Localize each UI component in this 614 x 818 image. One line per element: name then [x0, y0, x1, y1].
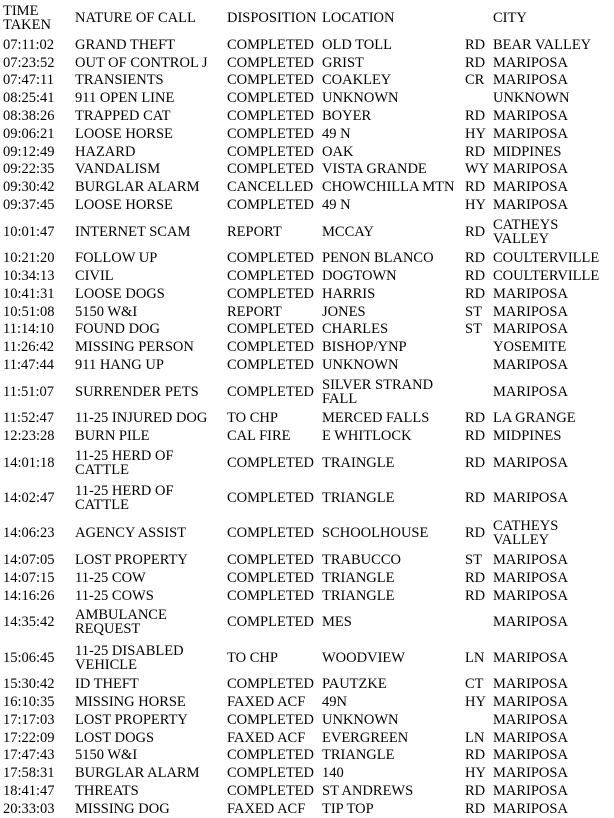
row-disposition: COMPLETED [227, 587, 314, 604]
row-time: 17:47:43 [3, 747, 55, 764]
row-nature-of-call: BURGLAR ALARM [75, 179, 200, 196]
row-disposition: COMPLETED [227, 54, 314, 71]
row-street-suffix [465, 374, 493, 409]
row-nature-of-call: TRANSIENTS [75, 72, 164, 89]
row-disposition: COMPLETED [227, 552, 314, 569]
table-row [0, 569, 614, 587]
row-city: MARIPOSA [493, 161, 568, 178]
row-location: CHARLES [322, 321, 389, 338]
row-location: JONES [322, 303, 366, 320]
row-street-suffix: RD [465, 490, 486, 507]
row-location: PENON BLANCO [322, 250, 434, 267]
row-nature-of-call: AGENCY ASSIST [75, 525, 187, 542]
row-city: CATHEYS VALLEY [493, 216, 559, 247]
row-disposition: TO CHP [227, 410, 278, 427]
row-city: MIDPINES [493, 143, 562, 160]
row-disposition: COMPLETED [227, 676, 314, 693]
row-city: CATHEYS VALLEY [493, 518, 559, 549]
row-time: 18:41:47 [3, 783, 55, 800]
row-time: 11:14:10 [3, 321, 55, 338]
table-row [0, 36, 614, 54]
table-row [0, 303, 614, 321]
row-time: 09:30:42 [3, 179, 55, 196]
row-disposition: COMPLETED [227, 614, 314, 631]
row-nature-of-call: MISSING HORSE [75, 694, 186, 711]
row-time: 14:06:23 [3, 525, 55, 542]
row-nature-of-call: BURGLAR ALARM [75, 765, 200, 782]
row-disposition: COMPLETED [227, 125, 314, 142]
row-street-suffix: HY [465, 765, 486, 782]
table-row [0, 516, 614, 551]
row-street-suffix: RD [465, 428, 486, 445]
row-nature-of-call: LOST PROPERTY [75, 711, 188, 728]
row-city: MARIPOSA [493, 649, 568, 666]
row-disposition: COMPLETED [227, 490, 314, 507]
row-disposition: COMPLETED [227, 285, 314, 302]
row-location: WOODVIEW [322, 649, 405, 666]
row-city: MARIPOSA [493, 676, 568, 693]
row-street-suffix: RD [465, 569, 486, 586]
row-location: TIP TOP [322, 800, 374, 817]
row-disposition: COMPLETED [227, 454, 314, 471]
row-disposition: COMPLETED [227, 339, 314, 356]
row-street-suffix [465, 605, 493, 640]
row-nature-of-call: 11-25 DISABLED VEHICLE [75, 642, 184, 673]
row-city: MARIPOSA [493, 552, 568, 569]
row-time: 14:16:26 [3, 587, 55, 604]
row-nature-of-call: VANDALISM [75, 161, 161, 178]
row-location: TRIANGLE [322, 569, 395, 586]
row-city: YOSEMITE [493, 339, 567, 356]
row-location: TRAINGLE [322, 454, 395, 471]
row-location: E WHITLOCK [322, 428, 412, 445]
row-street-suffix: ST [465, 552, 482, 569]
table-row [0, 249, 614, 267]
row-city: MARIPOSA [493, 711, 568, 728]
row-time: 17:17:03 [3, 711, 55, 728]
row-location: SCHOOLHOUSE [322, 525, 429, 542]
row-time: 11:51:07 [3, 383, 55, 400]
row-time: 17:58:31 [3, 765, 55, 782]
row-location: UNKNOWN [322, 711, 399, 728]
row-time: 17:22:09 [3, 729, 55, 746]
row-nature-of-call: MISSING DOG [75, 800, 170, 817]
row-nature-of-call: LOST DOGS [75, 729, 155, 746]
row-time: 09:12:49 [3, 143, 55, 160]
row-street-suffix: RD [465, 454, 486, 471]
row-street-suffix: HY [465, 125, 486, 142]
header-disposition: DISPOSITION [227, 10, 317, 26]
row-city: MARIPOSA [493, 383, 568, 400]
row-location: OAK [322, 143, 354, 160]
table-row [0, 285, 614, 303]
row-nature-of-call: LOOSE HORSE [75, 125, 173, 142]
row-city: MARIPOSA [493, 357, 568, 374]
table-row [0, 178, 614, 196]
row-location: CHOWCHILLA MTN [322, 179, 455, 196]
row-nature-of-call: HAZARD [75, 143, 136, 160]
row-city: UNKNOWN [493, 90, 570, 107]
row-street-suffix: RD [465, 108, 486, 125]
table-row [0, 675, 614, 693]
header-nature-of-call: NATURE OF CALL [75, 10, 196, 26]
table-row [0, 800, 614, 818]
row-nature-of-call: 11-25 COWS [75, 587, 154, 604]
header-street-suffix [465, 1, 493, 35]
row-disposition: REPORT [227, 303, 282, 320]
row-time: 09:06:21 [3, 125, 55, 142]
table-row [0, 374, 614, 409]
row-street-suffix: RD [465, 800, 486, 817]
row-time: 07:23:52 [3, 54, 55, 71]
table-row [0, 214, 614, 249]
row-street-suffix: RD [465, 747, 486, 764]
row-disposition: COMPLETED [227, 250, 314, 267]
row-disposition: COMPLETED [227, 383, 314, 400]
row-street-suffix: RD [465, 525, 486, 542]
row-city: MARIPOSA [493, 108, 568, 125]
table-row [0, 196, 614, 214]
row-disposition: COMPLETED [227, 783, 314, 800]
row-time: 11:52:47 [3, 410, 55, 427]
row-nature-of-call: BURN PILE [75, 428, 150, 445]
row-street-suffix: RD [465, 285, 486, 302]
table-row [0, 338, 614, 356]
row-city: MARIPOSA [493, 729, 568, 746]
row-location: 49 N [322, 125, 351, 142]
row-time: 15:06:45 [3, 649, 55, 666]
row-city: LA GRANGE [493, 410, 576, 427]
row-time: 14:02:47 [3, 490, 55, 507]
row-nature-of-call: LOOSE DOGS [75, 285, 165, 302]
row-disposition: COMPLETED [227, 765, 314, 782]
row-time: 11:47:44 [3, 357, 55, 374]
table-row [0, 729, 614, 747]
row-nature-of-call: SURRENDER PETS [75, 383, 199, 400]
row-street-suffix: RD [465, 36, 486, 53]
row-disposition: COMPLETED [227, 268, 314, 285]
row-city: MARIPOSA [493, 54, 568, 71]
row-street-suffix: RD [465, 250, 486, 267]
row-street-suffix: RD [465, 54, 486, 71]
table-row [0, 72, 614, 90]
row-street-suffix: RD [465, 783, 486, 800]
row-city: COULTERVILLE [493, 250, 600, 267]
table-row [0, 747, 614, 765]
table-row [0, 107, 614, 125]
row-disposition: REPORT [227, 223, 282, 240]
row-time: 15:30:42 [3, 676, 55, 693]
row-location: TRIANGLE [322, 747, 395, 764]
row-nature-of-call: 5150 W&I [75, 303, 138, 320]
row-street-suffix [465, 89, 493, 107]
row-nature-of-call: 11-25 COW [75, 569, 146, 586]
row-disposition: COMPLETED [227, 321, 314, 338]
row-city: MARIPOSA [493, 197, 568, 214]
row-street-suffix: RD [465, 410, 486, 427]
table-row [0, 605, 614, 640]
row-city: MARIPOSA [493, 614, 568, 631]
row-street-suffix: WY [465, 161, 490, 178]
row-location: VISTA GRANDE [322, 161, 427, 178]
header-location: LOCATION [322, 10, 395, 26]
row-location: 140 [322, 765, 344, 782]
row-disposition: FAXED ACF [227, 694, 306, 711]
table-row [0, 125, 614, 143]
row-disposition: COMPLETED [227, 108, 314, 125]
row-time: 10:01:47 [3, 223, 55, 240]
row-disposition: COMPLETED [227, 143, 314, 160]
table-row [0, 267, 614, 285]
row-city: MARIPOSA [493, 321, 568, 338]
row-time: 08:25:41 [3, 90, 55, 107]
row-disposition: COMPLETED [227, 711, 314, 728]
row-location: SILVER STRAND FALL [322, 376, 434, 407]
row-location: GRIST [322, 54, 364, 71]
row-disposition: COMPLETED [227, 161, 314, 178]
row-time: 10:41:31 [3, 285, 55, 302]
row-street-suffix: CT [465, 676, 484, 693]
table-row [0, 409, 614, 427]
row-nature-of-call: 11-25 INJURED DOG [75, 410, 208, 427]
row-disposition: COMPLETED [227, 525, 314, 542]
row-street-suffix [465, 356, 493, 374]
row-location: MES [322, 614, 352, 631]
row-time: 14:07:05 [3, 552, 55, 569]
row-nature-of-call: 911 OPEN LINE [75, 90, 175, 107]
row-city: MARIPOSA [493, 783, 568, 800]
table-row [0, 587, 614, 605]
table-row [0, 445, 614, 480]
row-location: 49N [322, 694, 347, 711]
row-disposition: COMPLETED [227, 747, 314, 764]
row-street-suffix [465, 711, 493, 729]
row-disposition: FAXED ACF [227, 800, 306, 817]
row-location: PAUTZKE [322, 676, 387, 693]
row-location: EVERGREEN [322, 729, 409, 746]
row-street-suffix: HY [465, 197, 486, 214]
row-location: HARRIS [322, 285, 376, 302]
row-location: ST ANDREWS [322, 783, 414, 800]
row-city: MARIPOSA [493, 72, 568, 89]
row-location: BISHOP/YNP [322, 339, 407, 356]
row-time: 16:10:35 [3, 694, 55, 711]
row-city: MARIPOSA [493, 179, 568, 196]
row-disposition: COMPLETED [227, 569, 314, 586]
table-row [0, 89, 614, 107]
row-nature-of-call: MISSING PERSON [75, 339, 194, 356]
table-row [0, 143, 614, 161]
row-city: MARIPOSA [493, 747, 568, 764]
row-location: UNKNOWN [322, 357, 399, 374]
row-street-suffix: RD [465, 223, 486, 240]
row-nature-of-call: LOST PROPERTY [75, 552, 188, 569]
row-nature-of-call: 911 HANG UP [75, 357, 164, 374]
row-location: UNKNOWN [322, 90, 399, 107]
row-disposition: COMPLETED [227, 72, 314, 89]
row-nature-of-call: TRAPPED CAT [75, 108, 171, 125]
row-city: MARIPOSA [493, 569, 568, 586]
row-time: 20:33:03 [3, 800, 55, 817]
row-time: 09:37:45 [3, 197, 55, 214]
row-time: 07:11:02 [3, 36, 55, 53]
row-time: 10:51:08 [3, 303, 55, 320]
table-row [0, 54, 614, 72]
row-street-suffix: ST [465, 321, 482, 338]
row-nature-of-call: THREATS [75, 783, 139, 800]
row-disposition: COMPLETED [227, 197, 314, 214]
row-time: 10:34:13 [3, 268, 55, 285]
row-location: BOYER [322, 108, 372, 125]
header-time-taken: TIME TAKEN [3, 3, 51, 33]
row-location: COAKLEY [322, 72, 392, 89]
row-street-suffix: LN [465, 649, 485, 666]
row-time: 14:07:15 [3, 569, 55, 586]
row-time: 10:21:20 [3, 250, 55, 267]
row-city: MARIPOSA [493, 125, 568, 142]
table-row [0, 161, 614, 179]
row-city: MARIPOSA [493, 587, 568, 604]
row-street-suffix: LN [465, 729, 485, 746]
row-disposition: FAXED ACF [227, 729, 306, 746]
table-row [0, 782, 614, 800]
row-street-suffix [465, 338, 493, 356]
table-row [0, 480, 614, 515]
row-nature-of-call: 11-25 HERD OF CATTLE [75, 483, 174, 514]
row-location: DOGTOWN [322, 268, 397, 285]
row-street-suffix: RD [465, 587, 486, 604]
row-location: OLD TOLL [322, 36, 392, 53]
row-disposition: COMPLETED [227, 357, 314, 374]
row-time: 09:22:35 [3, 161, 55, 178]
row-city: MARIPOSA [493, 694, 568, 711]
row-location: TRIANGLE [322, 587, 395, 604]
row-street-suffix: ST [465, 303, 482, 320]
row-time: 12:23:28 [3, 428, 55, 445]
row-nature-of-call: FOLLOW UP [75, 250, 158, 267]
row-time: 14:35:42 [3, 614, 55, 631]
row-street-suffix: CR [465, 72, 485, 89]
row-nature-of-call: ID THEFT [75, 676, 139, 693]
row-disposition: CANCELLED [227, 179, 314, 196]
row-time: 14:01:18 [3, 454, 55, 471]
row-time: 11:26:42 [3, 339, 55, 356]
row-location: MERCED FALLS [322, 410, 430, 427]
row-nature-of-call: LOOSE HORSE [75, 197, 173, 214]
row-nature-of-call: CIVIL [75, 268, 114, 285]
row-nature-of-call: GRAND THEFT [75, 36, 176, 53]
row-city: BEAR VALLEY [493, 36, 592, 53]
table-row [0, 711, 614, 729]
header-row [0, 1, 614, 35]
row-location: TRIANGLE [322, 490, 395, 507]
row-nature-of-call: 5150 W&I [75, 747, 138, 764]
row-city: MARIPOSA [493, 800, 568, 817]
row-disposition: CAL FIRE [227, 428, 291, 445]
row-disposition: TO CHP [227, 649, 278, 666]
table-row [0, 321, 614, 339]
table-row [0, 764, 614, 782]
table-row [0, 551, 614, 569]
row-nature-of-call: 11-25 HERD OF CATTLE [75, 447, 174, 478]
row-time: 08:38:26 [3, 108, 55, 125]
row-nature-of-call: OUT OF CONTROL J [75, 54, 208, 71]
row-city: MARIPOSA [493, 454, 568, 471]
header-city: CITY [493, 10, 527, 26]
row-street-suffix: RD [465, 268, 486, 285]
row-nature-of-call: INTERNET SCAM [75, 223, 191, 240]
row-disposition: COMPLETED [227, 90, 314, 107]
row-street-suffix: RD [465, 143, 486, 160]
row-time: 07:47:11 [3, 72, 55, 89]
table-row [0, 356, 614, 374]
row-street-suffix: RD [465, 179, 486, 196]
row-location: 49 N [322, 197, 351, 214]
row-city: MARIPOSA [493, 765, 568, 782]
table-row [0, 640, 614, 675]
row-city: MARIPOSA [493, 303, 568, 320]
row-nature-of-call: FOUND DOG [75, 321, 160, 338]
row-city: COULTERVILLE [493, 268, 600, 285]
table-row [0, 693, 614, 711]
row-city: MARIPOSA [493, 490, 568, 507]
row-street-suffix: HY [465, 694, 486, 711]
row-city: MARIPOSA [493, 285, 568, 302]
row-location: TRABUCCO [322, 552, 401, 569]
table-row [0, 427, 614, 445]
row-disposition: COMPLETED [227, 36, 314, 53]
row-city: MIDPINES [493, 428, 562, 445]
row-nature-of-call: AMBULANCE REQUEST [75, 607, 167, 638]
row-location: MCCAY [322, 223, 374, 240]
